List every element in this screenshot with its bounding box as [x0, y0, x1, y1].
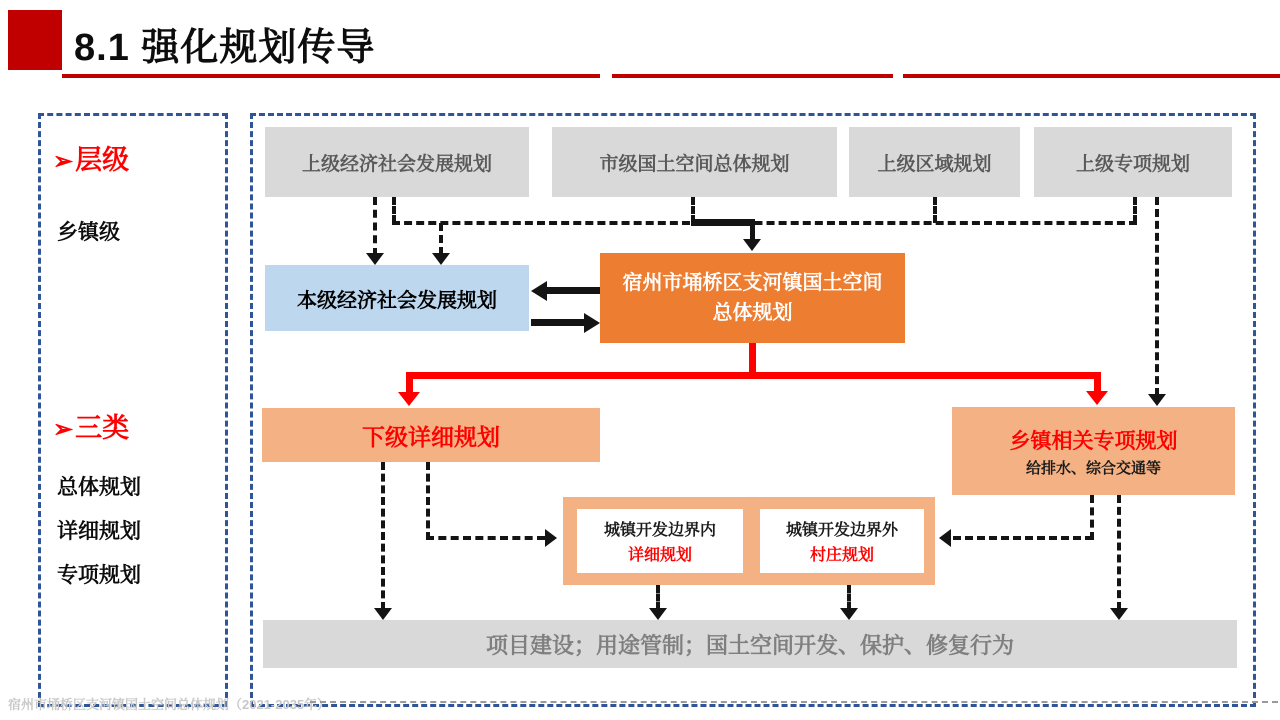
- arrow-outside-to-implementation: [847, 585, 851, 610]
- arrowhead-down-icon: [432, 253, 450, 265]
- arrow-detail-to-implementation: [381, 462, 385, 610]
- legend-type-item: 总体规划: [57, 476, 141, 499]
- master-plan-line1: 宿州市埇桥区支河镇国土空间: [622, 272, 883, 294]
- red-line-drop-right: [1094, 372, 1101, 392]
- box-upper-economic-social-plan: 上级经济社会发展规划: [265, 127, 529, 197]
- connector-stub: [1133, 197, 1137, 223]
- footer-plan-title: 宿州市埇桥区支河镇国土空间总体规划（2021-2035年）: [8, 697, 331, 712]
- connector-stub: [933, 197, 937, 223]
- arrowhead-right-icon: [584, 313, 600, 333]
- red-arrowhead-down-icon: [398, 392, 420, 406]
- boundary-outside-line1: 城镇开发边界外: [785, 522, 898, 539]
- legend-types-heading-label: 三类: [75, 413, 130, 443]
- box-city-territorial-master-plan: 市级国土空间总体规划: [552, 127, 837, 197]
- arrowhead-down-icon: [1110, 608, 1128, 620]
- legend-type-item: 详细规划: [57, 520, 141, 543]
- red-arrowhead-down-icon: [1086, 391, 1108, 405]
- legend-type-item: 专项规划: [57, 564, 141, 587]
- red-line-drop-left: [406, 372, 413, 393]
- master-plan-line2: 总体规划: [712, 302, 793, 324]
- box-upper-special-plan: 上级专项规划: [1034, 127, 1232, 197]
- legend-level-heading: [53, 138, 129, 177]
- arrowhead-down-icon: [840, 608, 858, 620]
- arrow-township-to-implementation: [1117, 495, 1121, 610]
- arrow-upper-special-to-township: [1155, 197, 1159, 396]
- legend-types-heading: [53, 406, 129, 445]
- arrowhead-left-icon: [939, 529, 951, 547]
- collector-line: [392, 221, 1137, 225]
- box-local-economic-plan: 本级经济社会发展规划: [265, 265, 529, 331]
- title-underline: [903, 74, 1280, 78]
- arrow-city-to-master: [750, 221, 755, 240]
- title-underline: [62, 74, 600, 78]
- arrow-upper-eco-to-local-2: [439, 223, 443, 255]
- box-township-special-plans: [952, 407, 1235, 495]
- red-line-horizontal: [406, 372, 1101, 379]
- arrowhead-down-icon: [1148, 394, 1166, 406]
- arrow-upper-eco-to-local-1: [373, 197, 377, 256]
- arrowhead-down-icon: [743, 239, 761, 251]
- legend-level-item: 乡镇级: [57, 221, 120, 244]
- arrow-bullet-icon: ➢: [53, 416, 74, 443]
- footer-dashed-line: [310, 701, 1278, 703]
- township-special-title: 乡镇相关专项规划: [1009, 429, 1178, 453]
- box-township-master-plan: [600, 253, 905, 343]
- title-accent-square: [8, 10, 62, 70]
- box-lower-detailed-plan: 下级详细规划: [262, 408, 600, 462]
- boundary-inside-line1: 城镇开发边界内: [603, 522, 716, 539]
- township-special-subtitle: 给排水、综合交通等: [1025, 459, 1161, 477]
- arrow-township-to-boundary: [1090, 495, 1094, 540]
- legend-level-heading-label: 层级: [75, 145, 130, 175]
- box-upper-regional-plan: 上级区域规划: [849, 127, 1020, 197]
- arrow-master-to-local: [546, 287, 600, 294]
- arrowhead-down-icon: [649, 608, 667, 620]
- arrow-inside-to-implementation: [656, 585, 660, 610]
- boundary-outside-line2: 村庄规划: [809, 547, 874, 564]
- connector-stub: [392, 197, 396, 223]
- legend-panel: [38, 113, 228, 707]
- boundary-inside-line2: 详细规划: [627, 547, 692, 564]
- arrow-township-to-boundary: [953, 536, 1093, 540]
- arrowhead-down-icon: [366, 253, 384, 265]
- arrowhead-left-icon: [531, 281, 547, 301]
- arrow-detail-to-boundary: [426, 462, 430, 540]
- arrowhead-down-icon: [374, 608, 392, 620]
- page-title: 8.1 强化规划传导: [74, 27, 376, 69]
- title-underline: [612, 74, 893, 78]
- implementation-bar: 项目建设；用途管制；国土空间开发、保护、修复行为: [263, 620, 1237, 668]
- arrow-local-to-master: [531, 319, 585, 326]
- box-boundary-outside: [760, 509, 924, 573]
- arrow-detail-to-boundary: [426, 536, 545, 540]
- box-boundary-inside: [577, 509, 743, 573]
- arrow-bullet-icon: ➢: [53, 148, 74, 175]
- arrowhead-right-icon: [545, 529, 557, 547]
- arrow-city-to-master: [691, 219, 755, 226]
